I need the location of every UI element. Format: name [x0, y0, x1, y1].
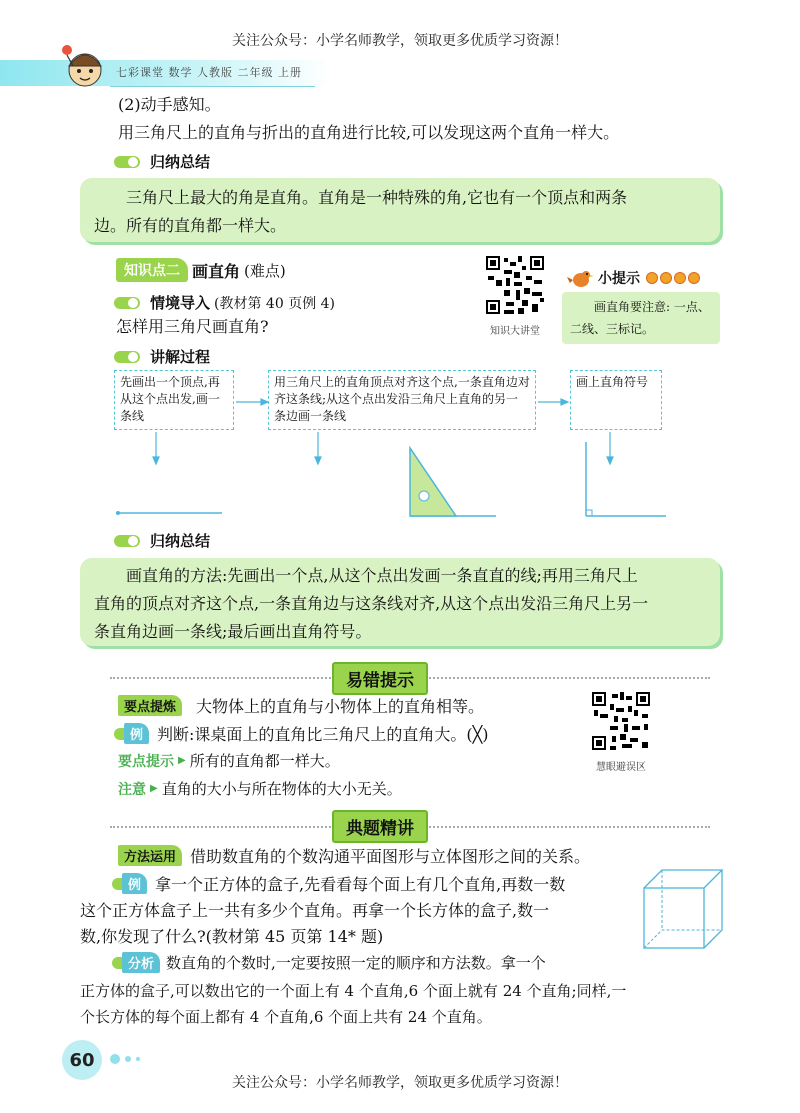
bottom-notice: 关注公众号：小学名师教学，领取更多优质学习资源！	[232, 1075, 568, 1091]
analysis-line: 正方体的盒子,可以数出它的一个面上有 4 个直角,6 个面上就有 24 个直角;同样,一	[80, 982, 627, 1000]
process-tag	[114, 346, 210, 367]
analysis-line: 个长方体的每个面上都有 4 个直角,6 个面上共有 24 个直角。	[80, 1008, 492, 1026]
hint-text: 画直角要注意: 一点、二线、三标记。	[570, 300, 710, 336]
example-chip: 例	[124, 723, 149, 744]
example-text: 判断:课桌面上的直角比三角尺上的直角大。(╳)	[157, 725, 489, 744]
note-text: 直角的大小与所在物体的大小无关。	[161, 780, 402, 798]
analysis-chip: 分析	[122, 952, 160, 973]
triangle-ruler	[410, 448, 496, 516]
process-tag-label: 讲解过程	[150, 348, 211, 366]
summary-line: 边。所有的直角都一样大。	[94, 216, 287, 235]
comparison-text: 用三角尺上的直角与折出的直角进行比较,可以发现这两个直角一样大。	[118, 123, 620, 142]
point-hint-row	[118, 750, 340, 771]
summary-tag-1	[114, 151, 210, 172]
step-box-2: 用三角尺上的直角顶点对齐这个点,一条直角边对齐这条线;从这个点出发沿三角尺上直角的另一条边画一条线	[268, 370, 536, 430]
example-chip-wrap	[114, 723, 149, 744]
example-chip: 例	[122, 873, 147, 894]
method-row	[118, 844, 590, 867]
tag-pill-icon	[114, 297, 140, 309]
situation-tag-label: 情境导入	[150, 294, 211, 312]
summary-box-2	[80, 558, 720, 646]
step1-line	[116, 511, 222, 515]
method-chip: 方法运用	[118, 845, 182, 866]
top-notice: 关注公众号：小学名师教学，领取更多优质学习资源！	[232, 33, 568, 49]
header-line	[110, 86, 315, 87]
chip-cap-icon	[112, 878, 122, 890]
example-line: 这个正方体盒子上一共有多少个直角。再拿一个长方体的盒子,数一	[80, 901, 550, 920]
qr-caption: 慧眼避误区	[596, 762, 646, 773]
summary-box-1	[80, 178, 720, 242]
summary-line: 条直角边画一条线;最后画出直角符号。	[94, 622, 372, 641]
dot-icon	[110, 1054, 120, 1064]
tag-pill-icon	[114, 351, 140, 363]
process-diagram	[100, 370, 700, 530]
cube-figure	[638, 866, 728, 956]
book-header: 七彩课堂 数学 人教版 二年级 上册	[116, 66, 302, 79]
note-label: 注意	[118, 781, 146, 798]
point-hint-label: 要点提示	[118, 753, 174, 770]
page-dots	[110, 1054, 140, 1064]
flower-icon	[660, 272, 672, 284]
flower-icon	[646, 272, 658, 284]
dot-icon	[125, 1056, 131, 1062]
qr-caption: 知识大讲堂	[490, 326, 540, 337]
point-hint-text: 所有的直角都一样大。	[189, 752, 340, 770]
typical-example-row	[112, 872, 565, 895]
hint-flowers	[646, 272, 700, 284]
question-text: 怎样用三角尺画直角?	[116, 317, 269, 336]
hint-box	[562, 292, 720, 344]
hint-title: 小提示	[598, 271, 640, 287]
kp2-title-row	[116, 258, 286, 282]
chip-cap-icon	[112, 957, 122, 969]
mascot-icon	[55, 40, 115, 92]
dot-icon	[136, 1057, 140, 1061]
analysis-row	[112, 952, 546, 973]
key-point-row	[118, 694, 484, 717]
method-text: 借助数直角的个数沟通平面图形与立体图形之间的关系。	[190, 847, 591, 866]
kp-title: 画直角	[192, 261, 241, 281]
step-box-1: 先画出一个顶点,再从这个点出发,画一条线	[114, 370, 234, 430]
chip-cap-icon	[114, 728, 124, 740]
flower-icon	[674, 272, 686, 284]
note-row	[118, 778, 402, 799]
summary-tag-2	[114, 530, 210, 551]
page-number: 60	[62, 1040, 102, 1080]
right-angle-symbol	[586, 442, 666, 516]
situation-tag	[114, 292, 335, 313]
summary-line: 直角的顶点对齐这个点,一条直角边与这条线对齐,从这个点出发沿三角尺上另一	[94, 594, 649, 613]
errors-banner: 易错提示	[332, 662, 428, 695]
triangle-right-icon: ▶	[150, 783, 158, 794]
bird-icon	[566, 266, 596, 292]
summary-line: 画直角的方法:先画出一个点,从这个点出发画一条直直的线;再用三角尺上	[126, 566, 638, 585]
summary-tag-label: 归纳总结	[150, 532, 211, 550]
example-line: 拿一个正方体的盒子,先看看每个面上有几个直角,再数一数	[155, 875, 566, 894]
analysis-line: 数直角的个数时,一定要按照一定的顺序和方法数。拿一个	[166, 954, 546, 972]
summary-tag-label: 归纳总结	[150, 153, 211, 171]
analysis-chip-wrap	[112, 952, 160, 973]
example-line: 数,你发现了什么?(教材第 45 页第 14* 题)	[80, 927, 384, 946]
step-box-3: 画上直角符号	[570, 370, 662, 430]
example-chip-wrap	[112, 873, 147, 894]
key-point-text: 大物体上的直角与小物体上的直角相等。	[196, 697, 485, 716]
key-point-chip: 要点提炼	[118, 695, 182, 716]
textbook-ref: (教材第 40 页例 4)	[214, 295, 336, 312]
typical-banner: 典题精讲	[332, 810, 428, 843]
summary-line: 三角尺上最大的角是直角。直角是一种特殊的角,它也有一个顶点和两条	[126, 188, 628, 207]
kp-badge: 知识点二	[116, 258, 188, 282]
triangle-right-icon: ▶	[178, 755, 186, 766]
kp-difficulty: (难点)	[244, 261, 286, 280]
example-row	[114, 722, 489, 745]
tag-pill-icon	[114, 156, 140, 168]
qr-code-icon[interactable]	[484, 254, 546, 316]
step-heading: (2)动手感知。	[118, 95, 221, 114]
tag-pill-icon	[114, 535, 140, 547]
flower-icon	[688, 272, 700, 284]
qr-code-icon[interactable]	[590, 690, 652, 752]
